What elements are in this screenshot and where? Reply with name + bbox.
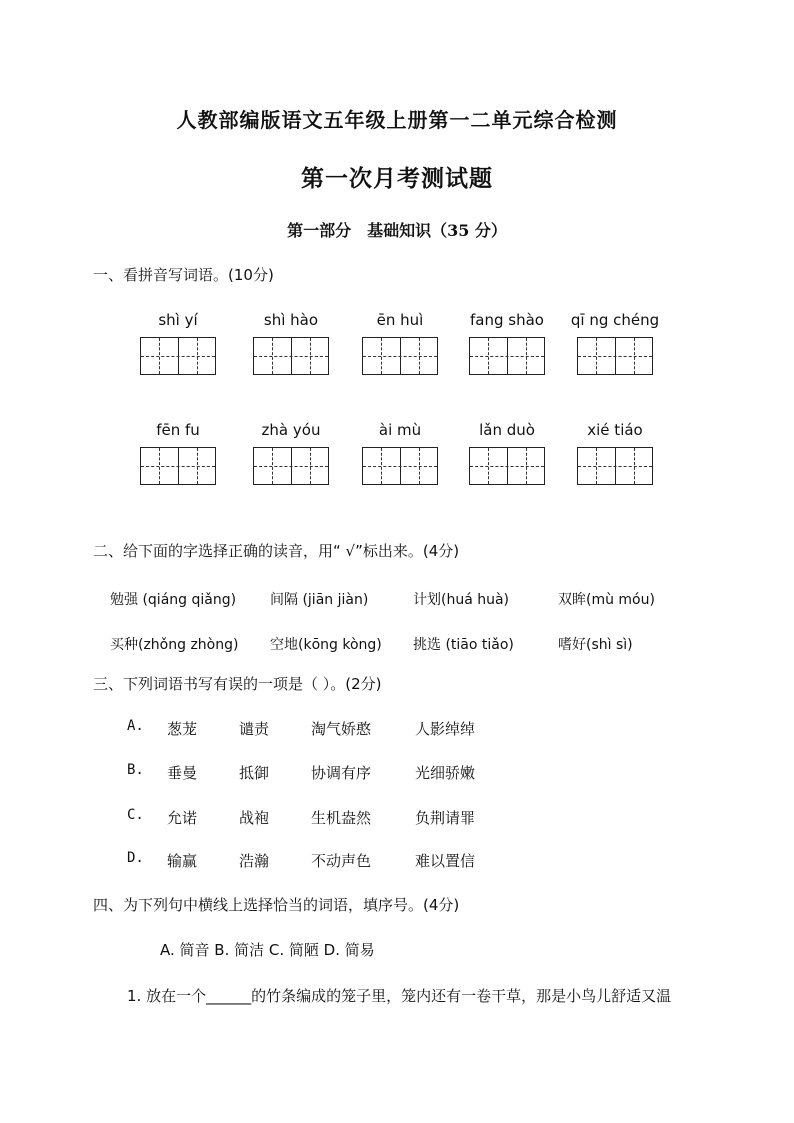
option-word: 浩瀚 (239, 852, 270, 870)
writing-grid[interactable] (577, 337, 653, 375)
option-word: 不动声色 (311, 852, 372, 870)
option-word: 葱茏 (167, 720, 198, 738)
option-label: C. (127, 807, 144, 823)
exam-title: 第一次月考测试题 (301, 166, 493, 192)
reading-item: 计划(huá huà) (413, 592, 510, 608)
reading-item: 买种(zhǒng zhòng) (110, 637, 239, 653)
option-word: 谴责 (239, 720, 270, 738)
q4-heading: 四、为下列句中横线上选择恰当的词语，填序号。(4分) (93, 896, 460, 914)
pinyin-label: fang shào (470, 311, 544, 329)
option-word: 负荆请罪 (415, 809, 476, 827)
reading-item: 挑选 (tiāo tiǎo) (413, 637, 514, 653)
writing-grid[interactable] (140, 447, 216, 485)
pinyin-label: ēn huì (376, 311, 424, 329)
q4-choices: A. 简音 B. 简洁 C. 简陋 D. 简易 (160, 941, 375, 959)
option-word: 垂曼 (167, 764, 198, 782)
option-word: 人影绰绰 (415, 720, 476, 738)
option-label: D. (127, 850, 144, 866)
pinyin-label: fēn fu (156, 421, 200, 439)
option-word: 淘气娇憨 (311, 720, 372, 738)
option-word: 战袍 (239, 809, 270, 827)
writing-grid[interactable] (469, 447, 545, 485)
option-label: B. (127, 762, 144, 778)
writing-grid[interactable] (140, 337, 216, 375)
reading-item: 嗜好(shì sì) (558, 637, 633, 653)
option-word: 协调有序 (311, 764, 372, 782)
reading-item: 勉强 (qiáng qiǎng) (110, 592, 237, 608)
option-word: 输赢 (167, 852, 198, 870)
document-title: 人教部编版语文五年级上册第一二单元综合检测 (176, 108, 618, 132)
writing-grid[interactable] (362, 447, 438, 485)
option-word: 抵御 (239, 764, 270, 782)
writing-grid[interactable] (577, 447, 653, 485)
option-word: 光细骄嫩 (415, 764, 476, 782)
q3-heading: 三、下列词语书写有误的一项是（ ）。(2分) (93, 675, 382, 693)
writing-grid[interactable] (362, 337, 438, 375)
pinyin-label: qī ng chéng (570, 311, 660, 329)
option-word: 允诺 (167, 809, 198, 827)
q1-heading: 一、看拼音写词语。(10分) (93, 266, 274, 284)
pinyin-label: shì hào (263, 311, 319, 329)
option-label: A. (127, 718, 144, 734)
reading-item: 间隔 (jiān jiàn) (270, 592, 369, 608)
pinyin-label: ài mù (378, 421, 422, 439)
q4-sentence-1: 1. 放在一个______的竹条编成的笼子里，笼内还有一卷干草，那是小鸟儿舒适又温 (127, 987, 672, 1005)
reading-item: 空地(kōng kòng) (270, 637, 382, 653)
writing-grid[interactable] (253, 447, 329, 485)
option-word: 难以置信 (415, 852, 476, 870)
pinyin-label: xié tiáo (587, 421, 643, 439)
writing-grid[interactable] (469, 337, 545, 375)
reading-item: 双眸(mù móu) (558, 592, 655, 608)
q2-heading: 二、给下面的字选择正确的读音，用“ √”标出来。(4分) (93, 542, 460, 560)
part-heading: 第一部分 基础知识（35 分） (287, 221, 507, 240)
writing-grid[interactable] (253, 337, 329, 375)
pinyin-label: zhà yóu (261, 421, 321, 439)
pinyin-label: lǎn duò (479, 421, 535, 439)
option-word: 生机盎然 (311, 809, 372, 827)
pinyin-label: shì yí (158, 311, 198, 329)
